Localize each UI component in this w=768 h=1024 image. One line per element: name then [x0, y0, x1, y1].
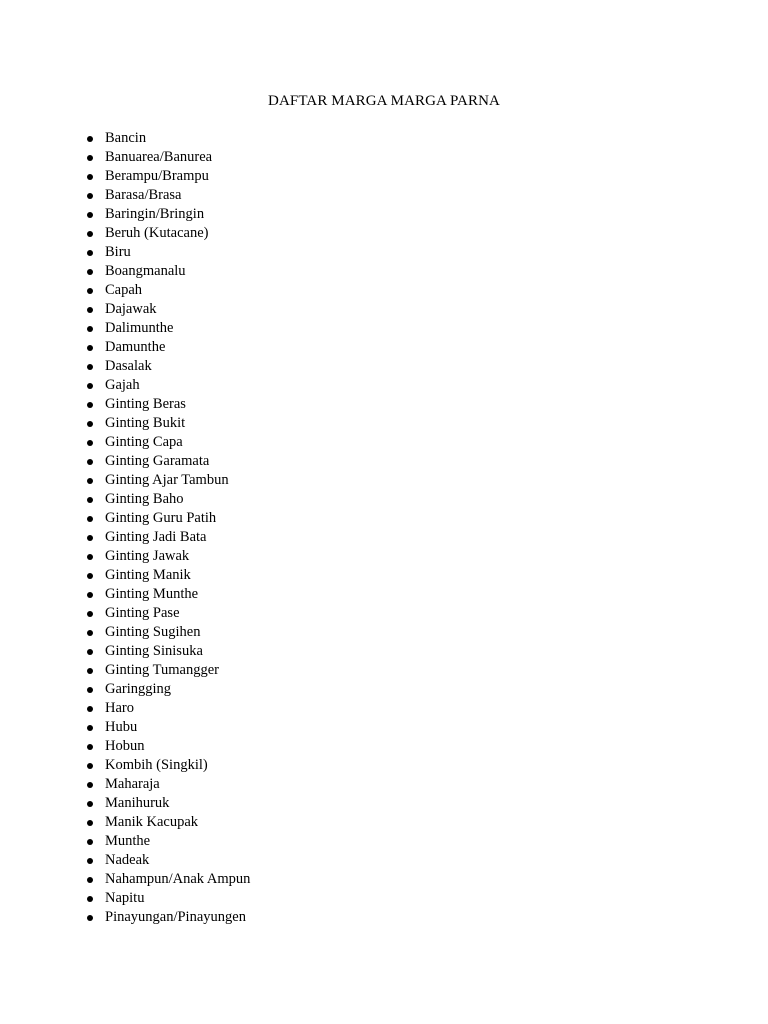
list-item-label: Manik Kacupak: [105, 814, 199, 830]
list-item-label: Napitu: [105, 890, 145, 906]
list-item-label: Ginting Pase: [105, 605, 180, 621]
list-item-label: Damunthe: [105, 339, 166, 355]
bullet-icon: [87, 250, 93, 256]
bullet-icon: [87, 668, 93, 674]
list-item-label: Ginting Baho: [105, 491, 184, 507]
list-item-label: Nahampun/Anak Ampun: [105, 871, 251, 887]
list-item-label: Nadeak: [105, 852, 150, 868]
bullet-icon: [87, 155, 93, 161]
list-item-label: Garingging: [105, 681, 172, 697]
list-item-label: Ginting Manik: [105, 567, 191, 583]
bullet-icon: [87, 611, 93, 617]
bullet-icon: [87, 820, 93, 826]
list-item-label: Maharaja: [105, 776, 160, 792]
bullet-icon: [87, 497, 93, 503]
bullet-icon: [87, 744, 93, 750]
list-item-label: Munthe: [105, 833, 151, 849]
list-item-label: Ginting Jawak: [105, 548, 190, 564]
bullet-icon: [87, 592, 93, 598]
list-item-label: Biru: [105, 244, 131, 260]
list-item-label: Bancin: [105, 130, 147, 146]
bullet-icon: [87, 649, 93, 655]
bullet-icon: [87, 535, 93, 541]
list-item-label: Haro: [105, 700, 134, 716]
list-item-label: Beruh (Kutacane): [105, 225, 209, 241]
list-item-label: Boangmanalu: [105, 263, 186, 279]
list-item-label: Ginting Ajar Tambun: [105, 472, 229, 488]
list-item-label: Dajawak: [105, 301, 157, 317]
bullet-icon: [87, 706, 93, 712]
bullet-icon: [87, 573, 93, 579]
bullet-icon: [87, 516, 93, 522]
list-item-label: Ginting Jadi Bata: [105, 529, 207, 545]
bullet-icon: [87, 421, 93, 427]
bullet-icon: [87, 440, 93, 446]
bullet-icon: [87, 345, 93, 351]
list-item-label: Barasa/Brasa: [105, 187, 182, 203]
bullet-icon: [87, 877, 93, 883]
bullet-icon: [87, 459, 93, 465]
bullet-icon: [87, 269, 93, 275]
list-item-label: Pinayungan/Pinayungen: [105, 909, 246, 925]
bullet-icon: [87, 174, 93, 180]
bullet-icon: [87, 801, 93, 807]
list-item-label: Banuarea/Banurea: [105, 149, 213, 165]
list-item-label: Ginting Capa: [105, 434, 183, 450]
bullet-icon: [87, 839, 93, 845]
bullet-icon: [87, 288, 93, 294]
bullet-icon: [87, 402, 93, 408]
list-item-label: Ginting Sugihen: [105, 624, 201, 640]
bullet-icon: [87, 858, 93, 864]
list-item-label: Ginting Beras: [105, 396, 186, 412]
bullet-icon: [87, 478, 93, 484]
list-item-label: Baringin/Bringin: [105, 206, 205, 222]
bullet-icon: [87, 136, 93, 142]
bullet-icon: [87, 383, 93, 389]
bullet-icon: [87, 307, 93, 313]
bullet-icon: [87, 896, 93, 902]
bullet-icon: [87, 782, 93, 788]
list-item-label: Capah: [105, 282, 143, 298]
bullet-icon: [87, 915, 93, 921]
list-item-label: Ginting Bukit: [105, 415, 186, 431]
bullet-icon: [87, 326, 93, 332]
bullet-icon: [87, 630, 93, 636]
list-item-label: Ginting Garamata: [105, 453, 210, 469]
list-item-label: Ginting Sinisuka: [105, 643, 203, 659]
document-title: DAFTAR MARGA MARGA PARNA: [268, 93, 500, 109]
bullet-icon: [87, 193, 93, 199]
bullet-icon: [87, 231, 93, 237]
list-item-label: Manihuruk: [105, 795, 170, 811]
list-item-label: Kombih (Singkil): [105, 757, 208, 773]
bullet-icon: [87, 725, 93, 731]
list-item-label: Hobun: [105, 738, 145, 754]
bullet-icon: [87, 212, 93, 218]
list-item-label: Ginting Guru Patih: [105, 510, 217, 526]
list-item-label: Gajah: [105, 377, 140, 393]
bullet-icon: [87, 554, 93, 560]
list-item-label: Berampu/Brampu: [105, 168, 209, 184]
bullet-icon: [87, 364, 93, 370]
list-item-label: Ginting Tumangger: [105, 662, 219, 678]
list-item-label: Dalimunthe: [105, 320, 174, 336]
bullet-icon: [87, 687, 93, 693]
list-item-label: Dasalak: [105, 358, 152, 374]
bullet-icon: [87, 763, 93, 769]
list-item-label: Hubu: [105, 719, 138, 735]
list-item-label: Ginting Munthe: [105, 586, 199, 602]
